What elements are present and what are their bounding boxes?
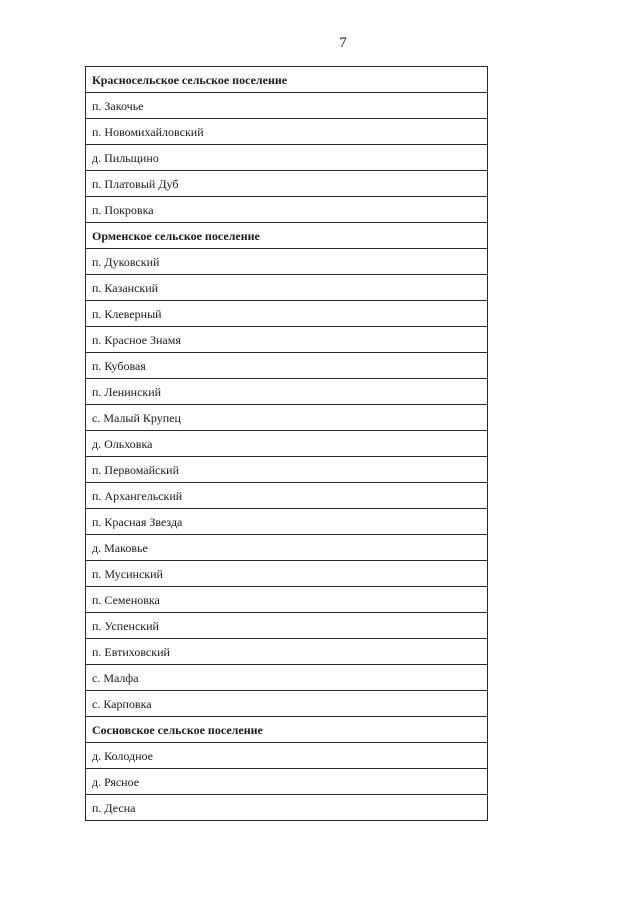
settlement-name-cell: п. Успенский xyxy=(86,613,488,639)
settlement-name-cell: п. Клеверный xyxy=(86,301,488,327)
settlement-name-cell: д. Колодное xyxy=(86,743,488,769)
settlement-name-cell: п. Семеновка xyxy=(86,587,488,613)
section-header-row xyxy=(86,67,488,93)
settlement-name-cell: п. Архангельский xyxy=(86,483,488,509)
settlement-name-cell: п. Мусинский xyxy=(86,561,488,587)
settlement-row xyxy=(86,613,488,639)
settlement-row xyxy=(86,145,488,171)
settlement-name-cell: п. Десна xyxy=(86,795,488,821)
settlements-table-body xyxy=(86,67,488,821)
settlement-name-cell: п. Казанский xyxy=(86,275,488,301)
settlement-row xyxy=(86,795,488,821)
settlement-row xyxy=(86,249,488,275)
settlement-row xyxy=(86,561,488,587)
settlement-row xyxy=(86,457,488,483)
settlement-name-cell: п. Новомихайловский xyxy=(86,119,488,145)
settlement-name-cell: п. Дуковский xyxy=(86,249,488,275)
settlement-row xyxy=(86,587,488,613)
settlement-row xyxy=(86,639,488,665)
settlement-row xyxy=(86,171,488,197)
settlement-row xyxy=(86,535,488,561)
settlement-row xyxy=(86,301,488,327)
settlement-name-cell: п. Евтиховский xyxy=(86,639,488,665)
settlement-row xyxy=(86,327,488,353)
settlement-name-cell: п. Закочье xyxy=(86,93,488,119)
settlement-name-cell: д. Пильщино xyxy=(86,145,488,171)
settlement-name-cell: п. Первомайский xyxy=(86,457,488,483)
settlement-row xyxy=(86,483,488,509)
settlement-name-cell: п. Красная Звезда xyxy=(86,509,488,535)
settlement-row xyxy=(86,509,488,535)
section-header-cell: Красносельское сельское поселение xyxy=(86,67,488,93)
settlement-row xyxy=(86,119,488,145)
settlement-row xyxy=(86,665,488,691)
settlement-row xyxy=(86,353,488,379)
settlement-row xyxy=(86,405,488,431)
settlement-name-cell: д. Маковье xyxy=(86,535,488,561)
settlement-row xyxy=(86,275,488,301)
settlement-row xyxy=(86,691,488,717)
settlements-table xyxy=(85,66,488,821)
settlement-name-cell: с. Малый Крупец xyxy=(86,405,488,431)
settlement-name-cell: п. Платовый Дуб xyxy=(86,171,488,197)
settlement-name-cell: п. Покровка xyxy=(86,197,488,223)
section-header-row xyxy=(86,223,488,249)
settlement-name-cell: д. Ольховка xyxy=(86,431,488,457)
settlement-name-cell: с. Карповка xyxy=(86,691,488,717)
settlement-name-cell: п. Красное Знамя xyxy=(86,327,488,353)
section-header-cell: Сосновское сельское поселение xyxy=(86,717,488,743)
settlement-row xyxy=(86,93,488,119)
settlement-row xyxy=(86,743,488,769)
settlement-name-cell: с. Малфа xyxy=(86,665,488,691)
settlement-name-cell: д. Рясное xyxy=(86,769,488,795)
settlement-row xyxy=(86,769,488,795)
settlement-row xyxy=(86,197,488,223)
settlement-row xyxy=(86,379,488,405)
settlement-name-cell: п. Кубовая xyxy=(86,353,488,379)
section-header-cell: Орменское сельское поселение xyxy=(86,223,488,249)
page-number: 7 xyxy=(339,35,347,51)
settlement-name-cell: п. Ленинский xyxy=(86,379,488,405)
settlement-row xyxy=(86,431,488,457)
section-header-row xyxy=(86,717,488,743)
